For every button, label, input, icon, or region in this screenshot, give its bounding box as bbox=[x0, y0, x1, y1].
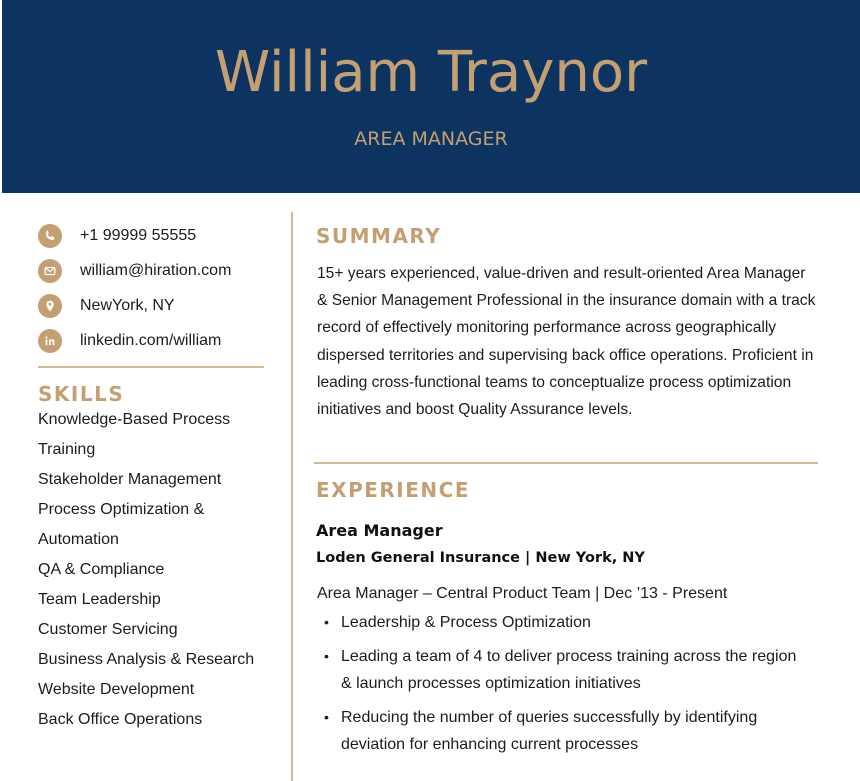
job-role-dates: Area Manager – Central Product Team | Dec ’13 - Present bbox=[317, 585, 728, 602]
experience-bullets bbox=[322, 609, 802, 765]
location-text: NewYork, NY bbox=[80, 297, 175, 314]
skill-item: Business Analysis & Research bbox=[38, 651, 255, 668]
summary-paragraph: 15+ years experienced, value-driven and result-oriented Area Manager & Senior Management Professional in the insurance domain with a track record of effectively monitoring performance across geographically dispersed territories and supervising back office operations. Proficient in leading cross-functional teams to conceptualize process optimization initiatives and boost Quality Assurance levels. bbox=[317, 265, 816, 419]
candidate-name: William Traynor bbox=[214, 40, 648, 105]
skills-list bbox=[38, 405, 254, 735]
experience-bullet: • Reducing the number of queries successfully by identifying deviation for enhancing current processes bbox=[322, 704, 802, 758]
experience-bullet: • Leadership & Process Optimization bbox=[322, 609, 802, 636]
contact-email bbox=[38, 257, 268, 292]
skill-item: Team Leadership bbox=[38, 591, 161, 608]
summary-heading: SUMMARY bbox=[316, 224, 442, 248]
experience-heading: EXPERIENCE bbox=[316, 478, 470, 502]
contact-location bbox=[38, 292, 268, 327]
job-title: Area Manager bbox=[316, 521, 443, 540]
linkedin-url: linkedin.com/william bbox=[80, 332, 222, 349]
summary-divider bbox=[314, 462, 818, 464]
skill-item: Training bbox=[38, 441, 96, 458]
skill-item: Customer Servicing bbox=[38, 621, 178, 638]
contact-divider bbox=[38, 366, 264, 368]
company-line: Loden General Insurance | New York, NY bbox=[316, 550, 645, 566]
contact-phone bbox=[38, 222, 268, 257]
contact-linkedin bbox=[38, 327, 268, 362]
email-address: william@hiration.com bbox=[80, 262, 232, 279]
contact-list bbox=[38, 222, 268, 362]
linkedin-icon bbox=[38, 329, 62, 353]
skill-item: Automation bbox=[38, 531, 119, 548]
skills-heading: SKILLS bbox=[38, 382, 125, 406]
resume-header bbox=[2, 0, 860, 193]
phone-number: +1 99999 55555 bbox=[80, 227, 197, 244]
skill-item: QA & Compliance bbox=[38, 561, 165, 578]
skill-item: Process Optimization & bbox=[38, 501, 205, 518]
candidate-role: AREA MANAGER bbox=[354, 128, 508, 150]
skill-item: Stakeholder Management bbox=[38, 471, 222, 488]
phone-icon bbox=[38, 224, 62, 248]
experience-bullet: • Leading a team of 4 to deliver process training across the region & launch processes optimization initiatives bbox=[322, 643, 802, 697]
skill-item: Website Development bbox=[38, 681, 195, 698]
location-pin-icon bbox=[38, 294, 62, 318]
skill-item: Back Office Operations bbox=[38, 711, 203, 728]
column-divider bbox=[291, 212, 293, 781]
skill-item: Knowledge-Based Process bbox=[38, 411, 231, 428]
email-icon bbox=[38, 259, 62, 283]
